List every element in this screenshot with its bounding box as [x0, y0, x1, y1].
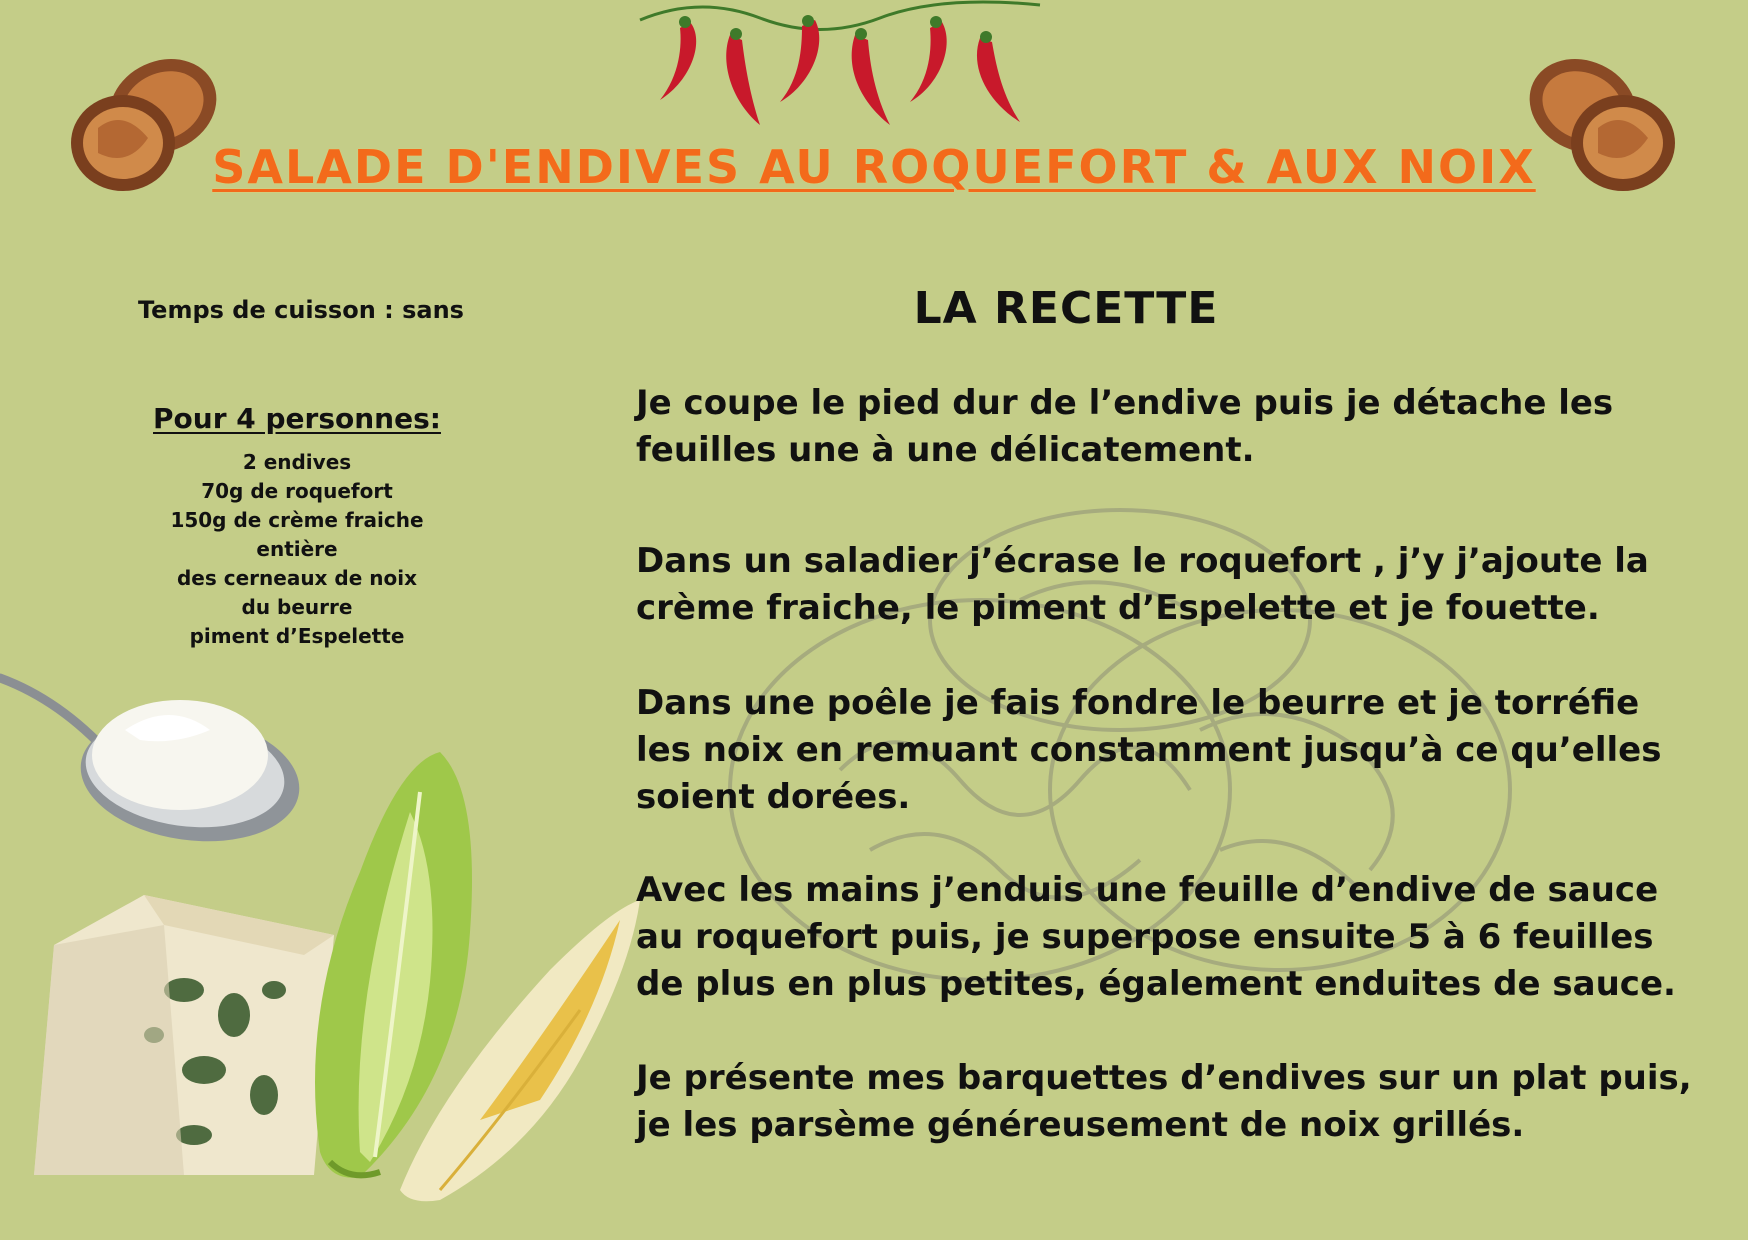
recipe-title: SALADE D'ENDIVES AU ROQUEFORT & AUX NOIX [212, 140, 1536, 194]
spoon-cream-icon [0, 660, 310, 850]
recipe-step: Je coupe le pied dur de l’endive puis je détache les feuilles une à une délicatement. [636, 383, 1614, 470]
endive-icon [300, 752, 490, 1187]
section-title: LA RECETTE [913, 283, 1219, 334]
ingredient-item: des cerneaux de noix [176, 566, 417, 590]
ingredient-item: du beurre [241, 595, 353, 619]
ingredient-item: 70g de roquefort [201, 479, 393, 503]
chili-garland-icon [630, 0, 1050, 140]
recipe-step: Je présente mes barquettes d’endives sur un plat puis, je les parsème généreusement de noix grillés. [636, 1058, 1692, 1145]
ingredient-item: piment d’Espelette [189, 624, 405, 648]
roquefort-cheese-icon [34, 895, 334, 1180]
servings-label: Pour 4 personnes: [153, 402, 441, 435]
recipe-step: Avec les mains j’enduis une feuille d’endive de sauce au roquefort puis, je superpose ensuite 5 à 6 feuilles de plus en plus petites, également enduites de sauce. [636, 870, 1676, 1004]
ingredient-list [132, 448, 462, 651]
ingredient-item: 150g de crème fraiche entière [170, 508, 424, 561]
cook-time: Temps de cuisson : sans [138, 296, 464, 324]
recipe-step: Dans une poêle je fais fondre le beurre et je torréfie les noix en remuant constamment jusqu’à ce qu’elles soient dorées. [636, 683, 1662, 817]
recipe-step: Dans un saladier j’écrase le roquefort , j’y j’ajoute la crème fraiche, le piment d’Espelette et je fouette. [636, 541, 1649, 628]
ingredient-item: 2 endives [242, 450, 352, 474]
